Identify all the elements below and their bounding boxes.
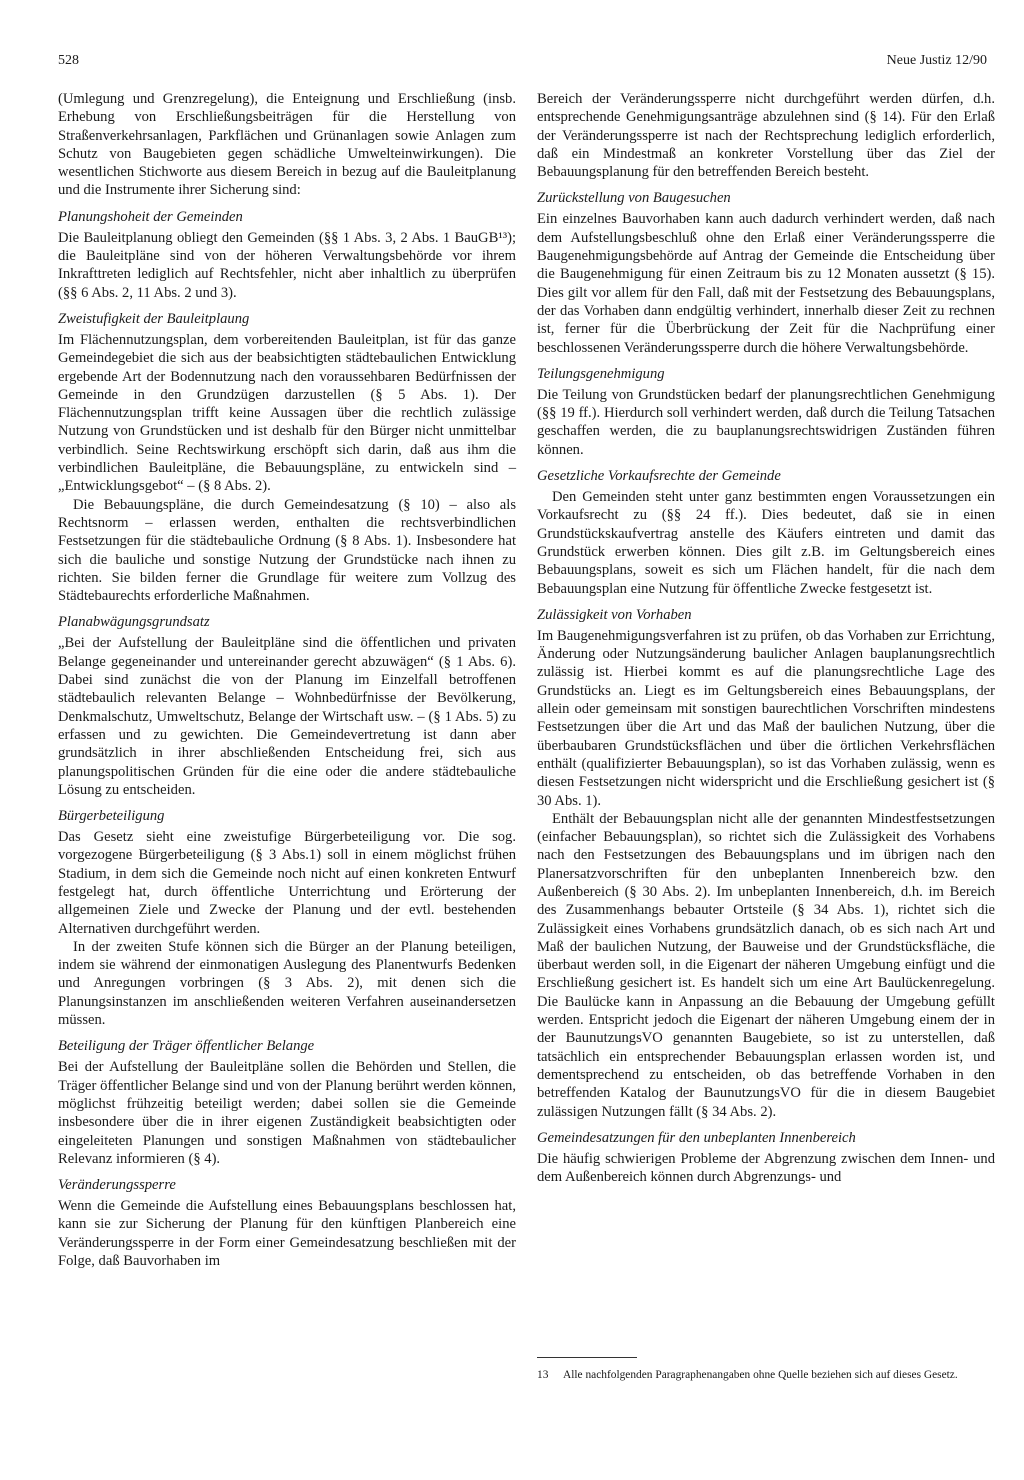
paragraph: Die häufig schwierigen Probleme der Abgrenzung zwischen dem Innen- und dem Außenbereich können durch Abgrenzungs- und bbox=[537, 1150, 995, 1186]
section-heading: Bürgerbeteiligung bbox=[58, 808, 165, 825]
paragraph: Die Bebauungspläne, die durch Gemeindesatzung (§ 10) – also als Rechtsnorm – erlassen werden, enthalten die rechtsverbindlichen Festsetzungen für die städtebauliche Ordnung (§ 8 Abs. 1). Insbesondere hat sich die bauliche und sonstige Nutzung der Grundstücke nach ihnen zu richten. Sie bilden ferner die Grundlage für weitere zum Vollzug des Städtebaurechts erforderliche Maßnahmen. bbox=[58, 496, 516, 605]
page-header bbox=[53, 50, 987, 72]
section-heading: Teilungsgenehmigung bbox=[537, 365, 665, 382]
paragraph: Das Gesetz sieht eine zweistufige Bürgerbeteiligung vor. Die sog. vorgezogene Bürgerbeteiligung (§ 3 Abs.1) soll in einem möglichst frühen Stadium, in dem sich die Gemeinde noch nicht auf einen konkreten Entwurf festgelegt hat, durch öffentliche Unterrichtung und Erörterung der allgemeinen Ziele und Zwecke der Planung und der evtl. bestehenden Alternativen durchgeführt werden. bbox=[58, 829, 516, 937]
footnote-divider bbox=[537, 1357, 637, 1358]
section-heading: Zulässigkeit von Vorhaben bbox=[537, 606, 692, 623]
paragraph: Bereich der Veränderungssperre nicht durchgeführt werden dürfen, d.h. entsprechende Genehmigungsanträge abzulehnen sind (§ 14). Für den Erlaß der Veränderungssperre ist nach der Rechtsprechung lediglich erforderlich, daß ein Mindestmaß an konkreter Vorstellung über das Ziel der Bebauungsplanung für den betreffenden Bereich besteht. bbox=[537, 91, 995, 181]
journal-issue: Neue Justiz 12/90 bbox=[886, 53, 987, 68]
section-heading: Beteiligung der Träger öffentlicher Belange bbox=[58, 1038, 315, 1055]
paragraph: Ein einzelnes Bauvorhaben kann auch dadurch verhindert werden, daß nach dem Aufstellungsbeschluß ohne den Erlaß einer Veränderungssperre die Baugenehmigungsbehörde auf Antrag der Gemeinde die Entscheidung über die Baugenehmigung für einen Zeitraum bis zu 12 Monaten aussetzt (§ 15). Dies gilt vor allem für den Fall, daß mit der Festsetzung des Bebauungsplans, der das Vorhaben dann endgültig verhindert, innerhalb dieser Zeit zu rechnen ist, ferner für die Überbrückung der Zeit für die Nachprüfung einer beschlossenen Veränderungssperre durch die höhere Verwaltungsbehörde. bbox=[537, 211, 995, 356]
section-heading: Gesetzliche Vorkaufsrechte der Gemeinde bbox=[537, 468, 781, 485]
left-column bbox=[58, 90, 516, 1270]
section-heading: Zweistufigkeit der Bauleitplaung bbox=[58, 310, 250, 327]
footnote bbox=[537, 1368, 987, 1383]
footnote-number: 13 bbox=[537, 1369, 549, 1381]
page-number: 528 bbox=[58, 53, 79, 68]
paragraph: Die Teilung von Grundstücken bedarf der planungsrechtlichen Genehmigung (§§ 19 ff.). Hierdurch soll verhindert werden, daß durch die Teilung Tatsachen geschaffen werden, die zu bauplanungsrechtswidrigen Zuständen führen können. bbox=[537, 386, 995, 458]
section-heading: Gemeindesatzungen für den unbeplanten Innenbereich bbox=[537, 1129, 856, 1146]
paragraph: Den Gemeinden steht unter ganz bestimmten engen Voraussetzungen ein Vorkaufsrecht zu (§§ 24 ff.). Dies bedeutet, daß sie in einen Grundstückskaufvertrag anstelle des Käufers eintreten und damit das Grundstück erwerben können. Dies gilt z.B. im Geltungsbereich eines Bebauungsplans, soweit es sich um Flächen handelt, für die nach dem Bebauungsplan eine Nutzung für öffentliche Zwecke festgesetzt ist. bbox=[537, 489, 995, 597]
paragraph: (Umlegung und Grenzregelung), die Enteignung und Erschließung (insb. Erhebung von Erschließungsbeiträgen für die Herstellung von Straßenverkehrsanlagen, Parkflächen und Grünanlagen sowie Anlagen zum Schutz von Baugebieten gegen schädliche Umwelteinwirkungen). Die wesentlichen Stichworte aus diesem Bereich in bezug auf die Bauleitplanung und die Instrumente ihrer Sicherung sind: bbox=[58, 91, 516, 199]
section-heading: Zurückstellung von Baugesuchen bbox=[537, 190, 731, 207]
paragraph: „Bei der Aufstellung der Bauleitpläne sind die öffentlichen und privaten Belange gegeneinander und untereinander gerecht abzuwägen“ (§ 1 Abs. 6). Dabei sind zunächst die von der Planung im Einzelfall betroffenen städtebaulich relevanten Belange – Wohnbedürfnisse der Bevölkerung, Denkmalschutz, Umweltschutz, Belange der Wirtschaft usw. – (§ 1 Abs. 5) zu erfassen und zu gewichten. Die Gemeindevertretung ist dann aber grundsätzlich in ihrer abschließenden Entscheidung frei, sich aus planungspolitischen Gründen für die eine oder die andere städtebauliche Lösung zu entscheiden. bbox=[58, 635, 516, 798]
footnote-text: Alle nachfolgenden Paragraphenangaben ohne Quelle beziehen sich auf dieses Gesetz. bbox=[563, 1369, 958, 1381]
paragraph: Bei der Aufstellung der Bauleitpläne sollen die Behörden und Stellen, die Träger öffentlicher Belange sind und von der Planung berührt werden können, möglichst frühzeitig beteiligt werden; dabei sollen sie die Gemeinde insbesondere über die in ihrer eigenen Zuständigkeit beabsichtigten oder eingeleiteten Planungen und sonstigen Maßnahmen von städtebaulicher Relevanz informieren (§ 4). bbox=[58, 1059, 516, 1167]
right-column bbox=[537, 90, 995, 1186]
section-heading: Planungshoheit der Gemeinden bbox=[58, 208, 243, 225]
paragraph: Enthält der Bebauungsplan nicht alle der genannten Mindestfestsetzungen (einfacher Bebauungsplan), so richtet sich die Zulässigkeit des Vorhabens nach den Festsetzungen des Bebauungsplans und im übrigen nach den Planersatzvorschriften für den unbeplanten Innenbereich bzw. den Außenbereich (§ 30 Abs. 2). Im unbeplanten Innenbereich, d.h. im Bereich des Zusammenhangs bebauter Ortsteile (§ 34 Abs. 1), richtet sich die Zulässigkeit eines Vorhabens grundsätzlich danach, ob es sich nach Art und Maß der baulichen Nutzung, der Bauweise und der Grundstücksfläche, die überbaut werden soll, in die Eigenart der näheren Umgebung einfügt und die Erschließung gesichert ist. Es handelt sich um eine Art Baulückenregelung. Die Baulücke kann in Anpassung an die Bebauung der Umgebung gefüllt werden. Entspricht jedoch die Eigenart der näheren Umgebung einem der in der BaunutzungsVO genannten Baugebiete, so ist zu unterstellen, daß tatsächlich ein entsprechender Bebauungsplan erlassen worden ist, und dementsprechend zu entscheiden, ob das betreffende Vorhaben in den betreffenden Katalog der BaunutzungsVO für die in diesem Baugebiet zulässigen Nutzungen fällt (§ 34 Abs. 2). bbox=[537, 810, 995, 1120]
paragraph: In der zweiten Stufe können sich die Bürger an der Planung beteiligen, indem sie während der einmonatigen Auslegung des Planentwurfs Bedenken und Anregungen vorbringen (§ 3 Abs. 2), mit denen sich die Planungsinstanzen im anschließenden weiteren Verfahren auseinandersetzen müssen. bbox=[58, 938, 516, 1029]
paragraph: Im Baugenehmigungsverfahren ist zu prüfen, ob das Vorhaben zur Errichtung, Änderung oder Nutzungsänderung baulicher Anlagen bauplanungsrechtlich zulässig ist. Hierbei kommt es auf die planungsrechtliche Lage des Grundstücks an. Liegt es im Geltungsbereich eines Bebauungsplans, der allein oder gemeinsam mit sonstigen baurechtlichen Vorschriften mindestens Festsetzungen über die Art und das Maß der baulichen Nutzung, über die überbaubaren Grundstücksflächen und über die örtlichen Verkehrsflächen enthält (qualifizierter Bebauungsplan), so ist das Vorhaben zulässig, wenn es diesen Festsetzungen nicht widerspricht und die Erschließung gesichert ist (§ 30 Abs. 1). bbox=[537, 627, 995, 809]
section-heading: Veränderungssperre bbox=[58, 1177, 176, 1194]
section-heading: Planabwägungsgrundsatz bbox=[58, 614, 210, 631]
paragraph: Wenn die Gemeinde die Aufstellung eines Bebauungsplans beschlossen hat, kann sie zur Sicherung der Planung für den künftigen Planbereich eine Veränderungssperre in der Form einer Gemeindesatzung beschließen mit der Folge, daß Bauvorhaben im bbox=[58, 1198, 516, 1270]
paragraph: Im Flächennutzungsplan, dem vorbereitenden Bauleitplan, ist für das ganze Gemeindegebiet die sich aus der beabsichtigten städtebaulichen Entwicklung ergebende Art der Bodennutzung nach den voraussehbaren Bedürfnissen der Gemeinde in den Grundzügen darzustellen (§ 5 Abs. 1). Der Flächennutzungsplan trifft keine Aussagen über die rechtlich zulässige Nutzung von Grundstücken und ist deshalb für den Bürger nicht unmittelbar verbindlich. Seine Rechtswirkung erschöpft sich darin, daß aus ihm die verbindlichen Bauleitpläne, die Bebauungspläne, zu entwickeln sind – „Entwicklungsgebot“ – (§ 8 Abs. 2). bbox=[58, 331, 516, 495]
paragraph: Die Bauleitplanung obliegt den Gemeinden (§§ 1 Abs. 3, 2 Abs. 1 BauGB¹³); die Bauleitpläne sind von der höheren Verwaltungsbehörde vor ihrem Inkrafttreten lediglich auf Rechtsfehler, nicht aber inhaltlich zu überprüfen (§§ 6 Abs. 2, 11 Abs. 2 und 3). bbox=[58, 229, 516, 301]
